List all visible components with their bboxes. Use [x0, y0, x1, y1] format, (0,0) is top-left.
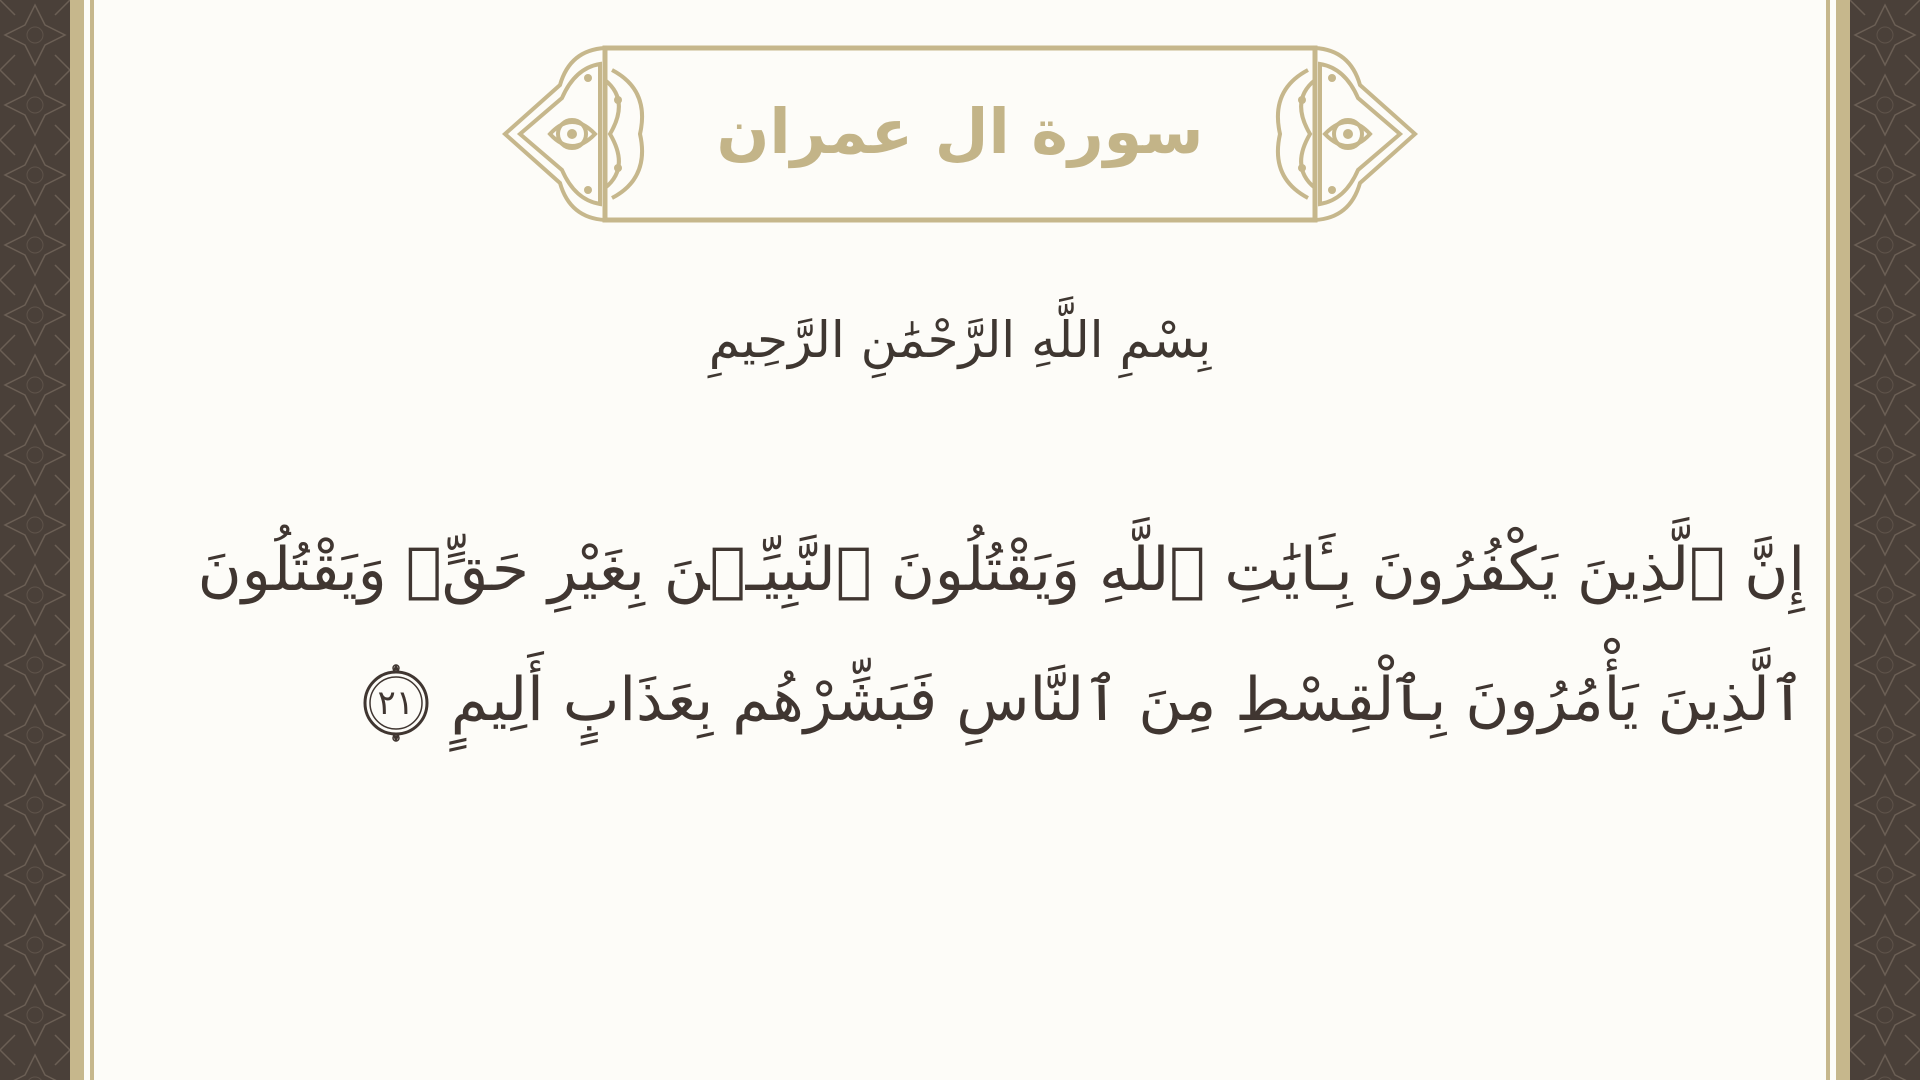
right-gold-rule [1836, 0, 1850, 1080]
surah-title: سورة ال عمران [716, 95, 1204, 168]
left-gold-rule [70, 0, 84, 1080]
ayah-end-marker [355, 662, 437, 744]
basmala: بِسْمِ اللَّهِ الرَّحْمَٰنِ الرَّحِيمِ [708, 311, 1212, 369]
verse-line-1: إِنَّ ٱلَّذِينَ يَكْفُرُونَ بِـَٔايَٰتِ ٱللَّهِ وَيَقْتُلُونَ ٱلنَّبِيِّـۧنَ بِغَيْرِ حَقٍّۢ وَيَقْتُلُونَ [197, 535, 1805, 605]
left-gold-thin-rule [90, 0, 94, 1080]
right-border-pattern [1850, 0, 1920, 1080]
ayah-number: ٢١ [377, 683, 415, 724]
verse-line-2-text: ٱلَّذِينَ يَأْمُرُونَ بِٱلْقِسْطِ مِنَ ٱلنَّاسِ فَبَشِّرْهُم بِعَذَابٍ أَلِيمٍ [450, 665, 1805, 735]
verse-text [197, 505, 1805, 765]
left-border-pattern [0, 0, 70, 1080]
right-gold-thin-rule [1826, 0, 1830, 1080]
verse-line-2 [255, 635, 1805, 765]
surah-title-frame [500, 40, 1420, 230]
